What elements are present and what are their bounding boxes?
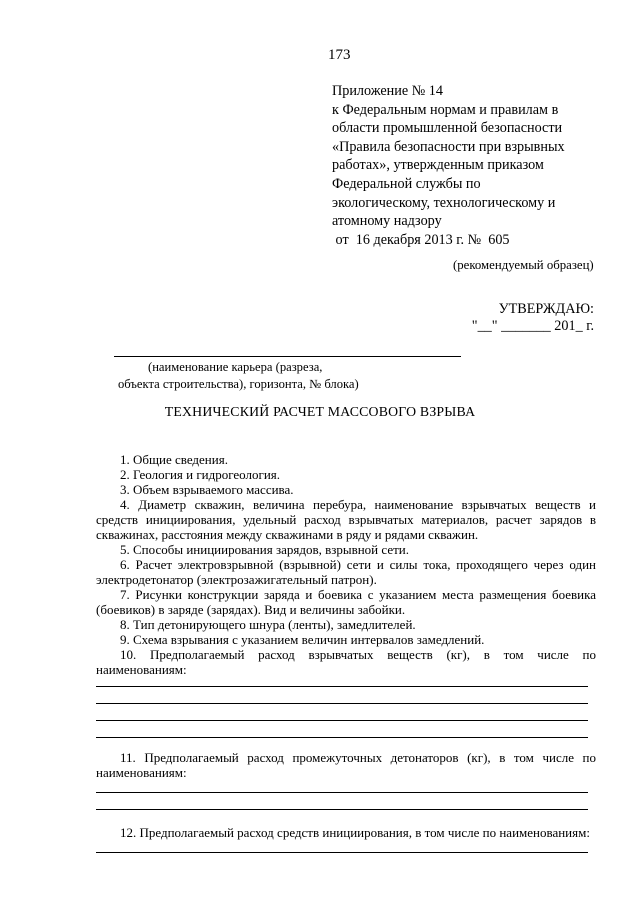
- list-item: 5. Способы инициирования зарядов, взрывной сети.: [120, 542, 409, 557]
- fill-in-line: [96, 703, 588, 704]
- appendix-line: Приложение № 14: [332, 83, 443, 99]
- quarry-caption-line: объекта строительства), горизонта, № блока): [118, 377, 359, 391]
- quarry-caption-line: (наименование карьера (разреза,: [148, 360, 323, 374]
- list-item-11: 11. Предполагаемый расход промежуточных детонаторов (кг), в том числе по наименованиям:: [96, 750, 596, 780]
- appendix-line: экологическому, технологическому и: [332, 194, 556, 211]
- appendix-line: атомному надзору: [332, 213, 442, 230]
- quarry-name-line: [114, 356, 461, 357]
- fill-in-line: [96, 720, 588, 721]
- items-list: [96, 452, 600, 677]
- approval-label: УТВЕРЖДАЮ:: [498, 301, 594, 317]
- appendix-block: [332, 82, 622, 249]
- approval-block: [472, 301, 594, 335]
- list-item: 8. Тип детонирующего шнура (ленты), замедлителей.: [120, 617, 416, 632]
- approval-date-line: "__" _______ 201_ г.: [471, 318, 594, 334]
- list-item: 10. Предполагаемый расход взрывчатых веществ (кг), в том числе по наименованиям:: [96, 647, 600, 677]
- list-item: 9. Схема взрывания с указанием величин интервалов замедлений.: [120, 632, 485, 647]
- fill-in-line: [96, 737, 588, 738]
- document-title: ТЕХНИЧЕСКИЙ РАСЧЕТ МАССОВОГО ВЗРЫВА: [164, 404, 476, 419]
- fill-in-line: [96, 686, 588, 687]
- list-item: 6. Расчет электровзрывной (взрывной) сети и силы тока, проходящего через один электродетонатор (электрозажигательный патрон).: [96, 557, 596, 587]
- appendix-line: работах», утвержденным приказом: [332, 157, 544, 174]
- list-item: 2. Геология и гидрогеология.: [120, 467, 281, 482]
- list-item: 7. Рисунки конструкции заряда и боевика с указанием места размещения боевика (боевиков) в заряде (зарядах). Вид и величины забойки.: [96, 587, 596, 617]
- fill-in-line: [96, 792, 588, 793]
- appendix-line: «Правила безопасности при взрывных: [332, 138, 565, 155]
- fill-in-line: [96, 809, 588, 810]
- page-number: 173: [328, 47, 351, 63]
- quarry-caption: [118, 359, 359, 393]
- appendix-line: области промышленной безопасности: [332, 120, 563, 137]
- appendix-line: от 16 декабря 2013 г. № 605: [332, 231, 510, 248]
- list-item: 4. Диаметр скважин, величина перебура, наименование взрывчатых веществ и средств инициирования, удельный расход взрывчатых материалов, расчет зарядов в скважинах, расстояния между скважинами в ряду и рядами скважин.: [96, 497, 596, 542]
- appendix-line: к Федеральным нормам и правилам в: [332, 101, 559, 118]
- appendix-line: Федеральной службы по: [332, 175, 481, 192]
- fill-in-line: [96, 852, 588, 853]
- list-item-12: 12. Предполагаемый расход средств инициирования, в том числе по наименованиям:: [120, 825, 590, 840]
- list-item: 1. Общие сведения.: [120, 452, 228, 467]
- list-item: 3. Объем взрываемого массива.: [120, 482, 294, 497]
- sample-note: (рекомендуемый образец): [453, 258, 594, 272]
